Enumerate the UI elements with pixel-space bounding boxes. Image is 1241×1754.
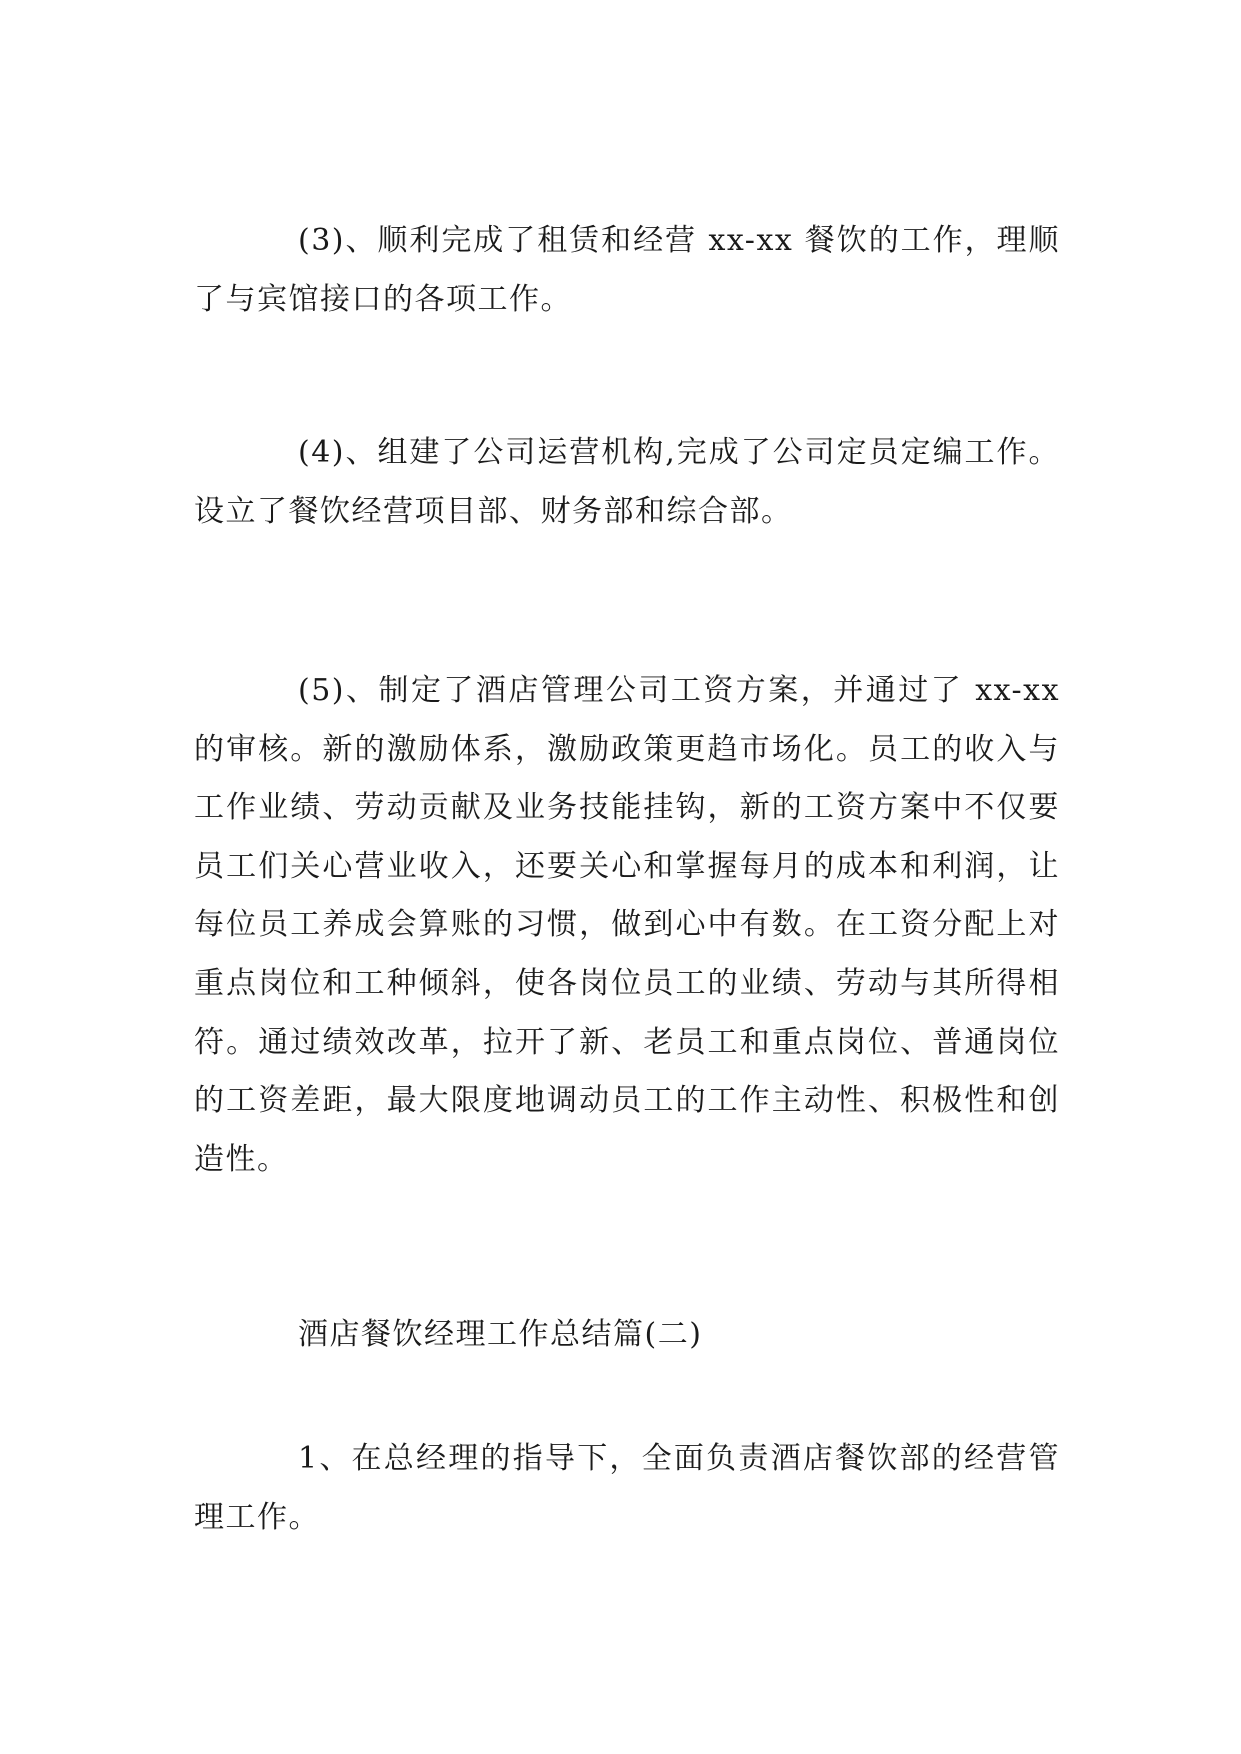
paragraph-item-5: (5)、制定了酒店管理公司工资方案，并通过了 xx-xx 的审核。新的激励体系，激励政策更趋市场化。员工的收入与工作业绩、劳动贡献及业务技能挂钩，新的工资方案中不仅要员工们关心营业收入，还要关心和掌握每月的成本和利润，让每位员工养成会算账的习惯，做到心中有数。在工资分配上对重点岗位和工种倾斜，使各岗位员工的业绩、劳动与其所得相符。通过绩效改革，拉开了新、老员工和重点岗位、普通岗位的工资差距，最大限度地调动员工的工作主动性、积极性和创造性。 <box>194 673 1060 1177</box>
paragraph-item-3: (3)、顺利完成了租赁和经营 xx-xx 餐饮的工作，理顺了与宾馆接口的各项工作。 <box>194 223 1060 317</box>
section-heading: 酒店餐饮经理工作总结篇(二) <box>298 1317 703 1352</box>
paragraph-item-1: 1、在总经理的指导下，全面负责酒店餐饮部的经营管理工作。 <box>194 1441 1060 1535</box>
paragraph-item-4: (4)、组建了公司运营机构,完成了公司定员定编工作。设立了餐饮经营项目部、财务部和综合部。 <box>194 435 1060 529</box>
